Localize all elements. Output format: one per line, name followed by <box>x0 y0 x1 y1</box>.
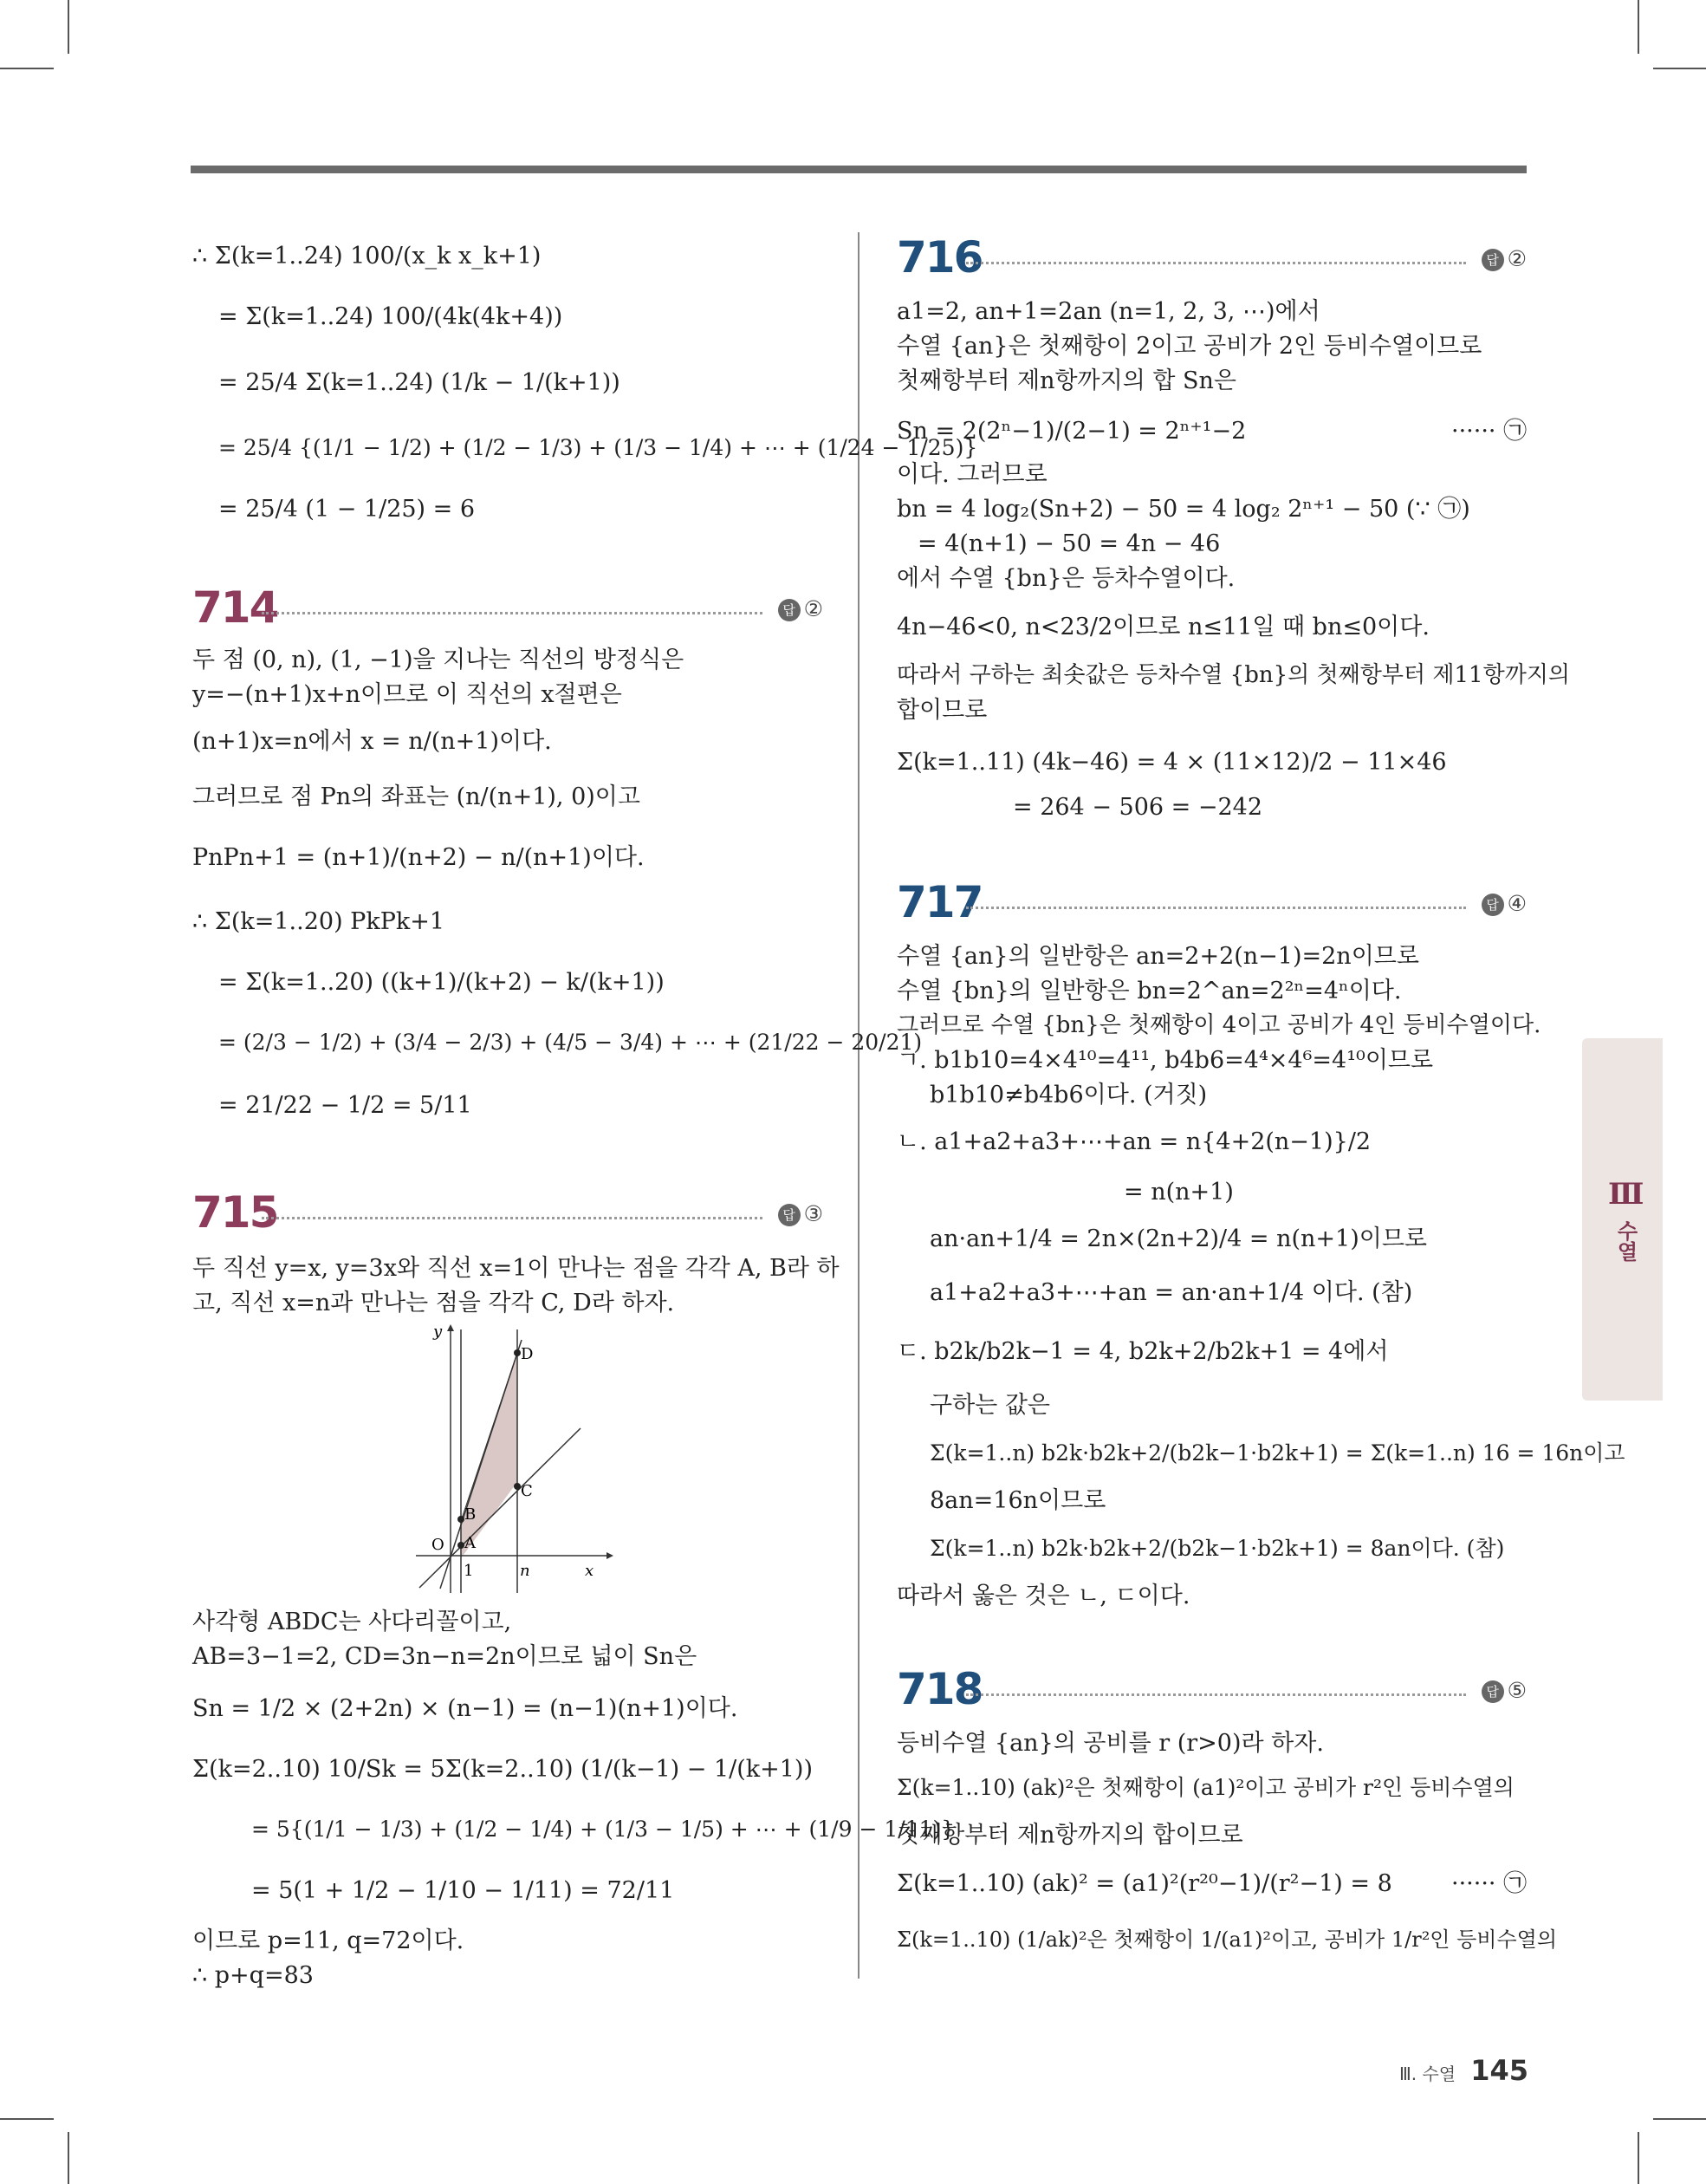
column-divider <box>858 232 859 1979</box>
point-d <box>514 1349 521 1356</box>
math-line: = 25/4 {(1/1 − 1/2) + (1/2 − 1/3) + (1/3 − 1/4) + ⋯ + (1/24 − 1/25)} <box>218 435 978 460</box>
answer-label <box>778 596 823 621</box>
math-line: Σ(k=2..10) 10/Sk = 5Σ(k=2..10) (1/(k−1) − 1/(k+1)) <box>192 1756 813 1783</box>
text-line: Σ(k=1..10) (ak)²은 첫째항이 (a1)²이고 공비가 r²인 등비수열의 <box>897 1775 1515 1800</box>
math-line: = 264 − 506 = −242 <box>1013 794 1263 821</box>
math-line: ㄷ. b2k/b2k−1 = 4, b2k+2/b2k+1 = 4에서 <box>897 1338 1389 1365</box>
math-line: = 25/4 Σ(k=1..24) (1/k − 1/(k+1)) <box>218 369 620 396</box>
crop-mark <box>68 0 69 54</box>
answer-label <box>1482 246 1527 271</box>
y-axis-arrow <box>447 1324 454 1331</box>
math-line: = 25/4 (1 − 1/25) = 6 <box>218 496 476 523</box>
problem-number: 717 <box>897 877 983 927</box>
footer-section: Ⅲ. 수열 <box>1398 2064 1456 2084</box>
answer-label <box>1482 891 1527 916</box>
label-n: n <box>520 1562 530 1580</box>
math-line: = (2/3 − 1/2) + (3/4 − 2/3) + (4/5 − 3/4) + ⋯ + (21/22 − 20/21) <box>218 1030 923 1055</box>
problem-number: 716 <box>897 232 983 283</box>
text-line: PnPn+1 = (n+1)/(n+2) − n/(n+1)이다. <box>192 844 645 871</box>
text-line: 에서 수열 {bn}은 등차수열이다. <box>897 565 1236 592</box>
crop-mark <box>0 68 54 69</box>
answer-badge: 답 <box>1482 249 1504 271</box>
answer-value: ② <box>1507 246 1527 271</box>
crop-mark <box>1653 2118 1706 2120</box>
answer-value: ④ <box>1507 891 1527 916</box>
crop-mark <box>1638 0 1639 54</box>
crop-mark <box>1653 68 1706 69</box>
math-line: ㄴ. a1+a2+a3+⋯+an = n{4+2(n−1)}/2 <box>897 1128 1372 1155</box>
answer-value: ② <box>803 596 823 621</box>
math-line: Sn = 2(2ⁿ−1)/(2−1) = 2ⁿ⁺¹−2 <box>897 418 1247 445</box>
math-line: Σ(k=1..10) (ak)² = (a1)²(r²⁰−1)/(r²−1) = 8 <box>897 1870 1392 1897</box>
text-line: AB=3−1=2, CD=3n−n=2n이므로 넓이 Sn은 <box>192 1643 697 1670</box>
leader-dots <box>262 1217 762 1219</box>
text-line: 그러므로 수열 {bn}은 첫째항이 4이고 공비가 4인 등비수열이다. <box>897 1012 1541 1038</box>
text-line: a1=2, an+1=2an (n=1, 2, 3, ⋯)에서 <box>897 298 1320 325</box>
text-line: ∴ p+q=83 <box>192 1962 314 1989</box>
label-b: B <box>464 1505 477 1524</box>
text-line: 수열 {an}의 일반항은 an=2+2(n−1)=2n이므로 <box>897 943 1419 970</box>
equation-tag: ······ ㉠ <box>1451 418 1528 445</box>
leader-dots <box>262 612 762 614</box>
text-line: 따라서 옳은 것은 ㄴ, ㄷ이다. <box>897 1583 1190 1609</box>
math-line: = n(n+1) <box>1124 1179 1234 1206</box>
text-line: b1b10≠b4b6이다. (거짓) <box>930 1082 1208 1108</box>
header-rule <box>191 166 1527 173</box>
label-d: D <box>521 1345 534 1363</box>
text-line: 이다. 그러므로 <box>897 461 1048 488</box>
answer-label <box>778 1201 823 1226</box>
problem-number: 715 <box>192 1187 278 1238</box>
text-line: 구하는 값은 <box>930 1392 1050 1419</box>
math-line: = 4(n+1) − 50 = 4n − 46 <box>918 530 1221 557</box>
x-axis-arrow <box>607 1552 613 1559</box>
math-line: bn = 4 log₂(Sn+2) − 50 = 4 log₂ 2ⁿ⁺¹ − 50 (∵ ㉠) <box>897 496 1470 523</box>
math-line: = 21/22 − 1/2 = 5/11 <box>218 1092 472 1119</box>
math-line: = Σ(k=1..20) ((k+1)/(k+2) − k/(k+1)) <box>218 969 665 996</box>
math-line: = Σ(k=1..24) 100/(4k(4k+4)) <box>218 303 563 330</box>
text-line: 수열 {an}은 첫째항이 2이고 공비가 2인 등비수열이므로 <box>897 333 1482 360</box>
text-line: y=−(n+1)x+n이므로 이 직선의 x절편은 <box>192 681 622 708</box>
text-line: ㄱ. b1b10=4×4¹⁰=4¹¹, b4b6=4⁴×4⁶=4¹⁰이므로 <box>897 1047 1434 1074</box>
chapter-side-tab <box>1582 1038 1663 1401</box>
problem-716-header <box>897 232 1527 284</box>
problem-number: 714 <box>192 582 278 633</box>
math-line: an·an+1/4 = 2n×(2n+2)/4 = n(n+1)이므로 <box>930 1225 1428 1252</box>
crop-mark <box>68 2132 69 2184</box>
math-line: = 5(1 + 1/2 − 1/10 − 1/11) = 72/11 <box>251 1877 675 1904</box>
label-o: O <box>431 1536 444 1554</box>
chapter-roman: Ⅲ <box>1608 1177 1644 1212</box>
equation-tag: ······ ㉠ <box>1451 1870 1528 1897</box>
text-line: 고, 직선 x=n과 만나는 점을 각각 C, D라 하자. <box>192 1290 675 1316</box>
text-line: 두 점 (0, n), (1, −1)을 지나는 직선의 방정식은 <box>192 647 684 673</box>
trapezoid-graph <box>407 1324 615 1602</box>
answer-badge: 답 <box>778 599 801 621</box>
text-line: 두 직선 y=x, y=3x와 직선 x=1이 만나는 점을 각각 A, B라 하 <box>192 1255 840 1282</box>
answer-label <box>1482 1678 1527 1703</box>
problem-714-header <box>192 582 823 634</box>
text-line: 합이므로 <box>897 697 988 724</box>
text-line: 4n−46<0, n<23/2이므로 n≤11일 때 bn≤0이다. <box>897 614 1430 640</box>
text-line: 첫째항부터 제n항까지의 합 Sn은 <box>897 367 1237 394</box>
chapter-label: 수열 <box>1613 1220 1638 1262</box>
page-footer <box>1399 2054 1528 2087</box>
text-line: 그러므로 점 Pn의 좌표는 (n/(n+1), 0)이고 <box>192 783 640 810</box>
math-line: ∴ Σ(k=1..24) 100/(x_k x_k+1) <box>192 243 542 270</box>
point-c <box>514 1483 521 1490</box>
answer-badge: 답 <box>778 1204 801 1226</box>
label-c: C <box>521 1482 533 1500</box>
answer-value: ③ <box>803 1201 823 1226</box>
answer-badge: 답 <box>1482 894 1504 916</box>
text-line: 수열 {bn}의 일반항은 bn=2^an=2²ⁿ=4ⁿ이다. <box>897 978 1402 1004</box>
label-one: 1 <box>464 1562 474 1580</box>
text-line: 등비수열 {an}의 공비를 r (r>0)라 하자. <box>897 1730 1324 1757</box>
math-line: Σ(k=1..n) b2k·b2k+2/(b2k−1·b2k+1) = 8an이다. (참) <box>930 1536 1505 1561</box>
problem-717-header <box>897 877 1527 929</box>
math-line: Σ(k=1..n) b2k·b2k+2/(b2k−1·b2k+1) = Σ(k=1..n) 16 = 16n이고 <box>930 1440 1625 1466</box>
problem-718-header <box>897 1664 1527 1716</box>
label-x: x <box>585 1562 594 1580</box>
text-line: 이므로 p=11, q=72이다. <box>192 1927 464 1954</box>
math-line: 8an=16n이므로 <box>930 1487 1106 1514</box>
answer-value: ⑤ <box>1507 1678 1527 1703</box>
page-number: 145 <box>1470 2054 1528 2087</box>
math-line: a1+a2+a3+⋯+an = an·an+1/4 이다. (참) <box>930 1279 1413 1306</box>
text-line: Σ(k=1..10) (1/ak)²은 첫째항이 1/(a1)²이고, 공비가 1/r²인 등비수열의 <box>897 1927 1558 1952</box>
text-line: 첫째항부터 제n항까지의 합이므로 <box>897 1822 1243 1849</box>
point-b <box>457 1516 464 1523</box>
math-line: ∴ Σ(k=1..20) PkPk+1 <box>192 908 445 935</box>
leader-dots <box>966 1693 1466 1696</box>
math-line: Sn = 1/2 × (2+2n) × (n−1) = (n−1)(n+1)이다. <box>192 1695 738 1722</box>
label-y: y <box>433 1324 443 1341</box>
text-line: 따라서 구하는 최솟값은 등차수열 {bn}의 첫째항부터 제11항까지의 <box>897 662 1571 688</box>
problem-715-header <box>192 1187 823 1239</box>
leader-dots <box>966 907 1466 909</box>
point-a <box>457 1542 464 1549</box>
math-line: Σ(k=1..11) (4k−46) = 4 × (11×12)/2 − 11×46 <box>897 749 1447 776</box>
crop-mark <box>1638 2132 1639 2184</box>
crop-mark <box>0 2118 54 2120</box>
problem-number: 718 <box>897 1664 983 1714</box>
text-line: (n+1)x=n에서 x = n/(n+1)이다. <box>192 728 552 755</box>
math-line: = 5{(1/1 − 1/3) + (1/2 − 1/4) + (1/3 − 1/5) + ⋯ + (1/9 − 1/11)} <box>251 1817 956 1842</box>
text-line: 사각형 ABDC는 사다리꼴이고, <box>192 1609 512 1635</box>
answer-badge: 답 <box>1482 1680 1504 1703</box>
leader-dots <box>966 262 1466 264</box>
label-a: A <box>464 1534 476 1552</box>
trapezoid-abdc <box>461 1353 517 1558</box>
